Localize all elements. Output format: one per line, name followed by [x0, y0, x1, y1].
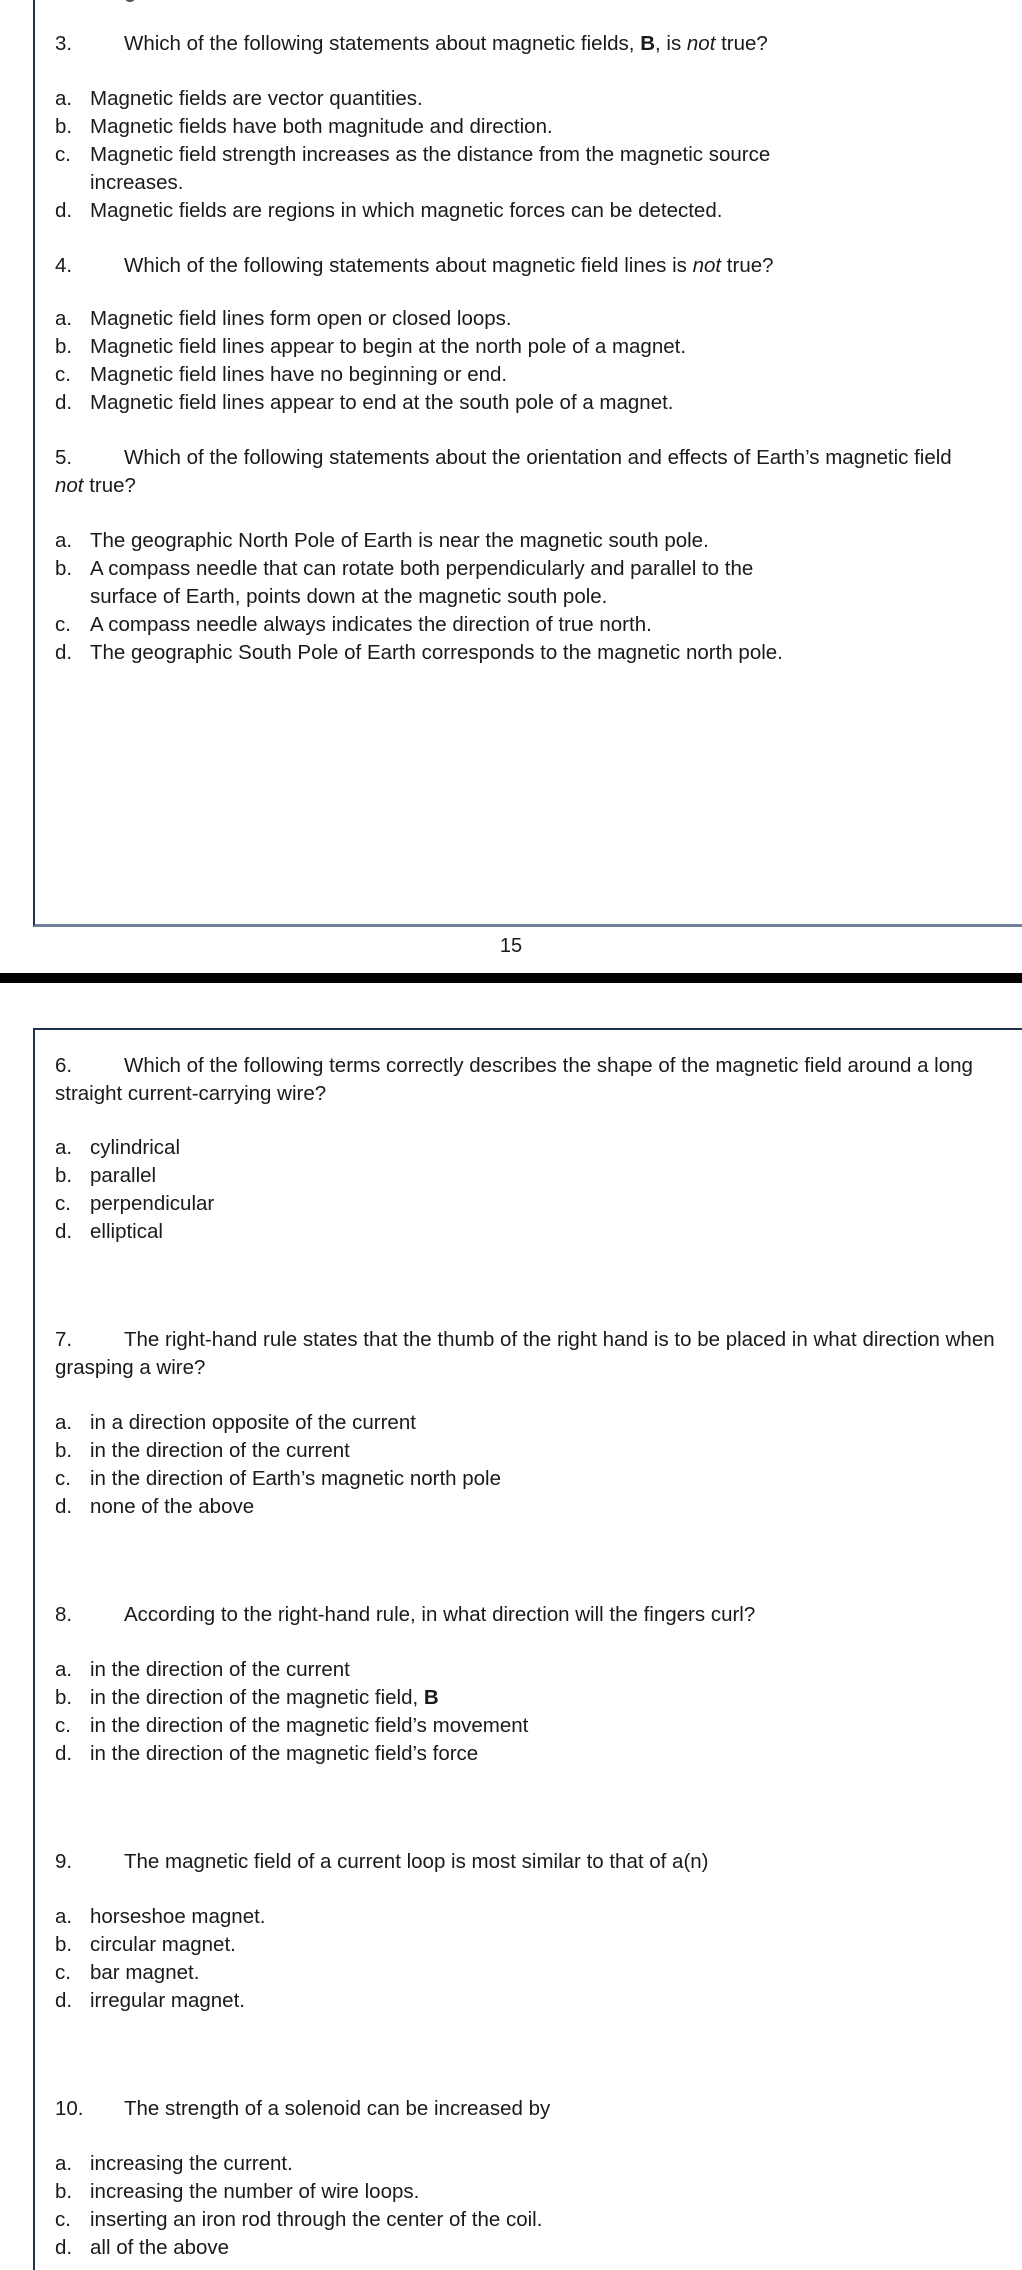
- question-10-option-a[interactable]: a. increasing the current.: [55, 2152, 293, 2175]
- question-6-option-d[interactable]: d. elliptical: [55, 1220, 163, 1243]
- question-6-option-b[interactable]: b. parallel: [55, 1164, 157, 1187]
- question-3-option-d[interactable]: d. Magnetic fields are regions in which magnetic forces can be detected.: [55, 199, 723, 222]
- question-5-option-b-continued: surface of Earth, points down at the magnetic south pole.: [90, 585, 608, 608]
- question-3-option-b[interactable]: b. Magnetic fields have both magnitude and direction.: [55, 115, 553, 138]
- question-7-prompt: 7. The right-hand rule states that the thumb of the right hand is to be placed in what direction when: [55, 1328, 995, 1351]
- question-9-option-c[interactable]: c. bar magnet.: [55, 1961, 200, 1984]
- question-3-option-a[interactable]: a. Magnetic fields are vector quantities.: [55, 87, 423, 110]
- question-10-option-c[interactable]: c. inserting an iron rod through the center of the coil.: [55, 2208, 543, 2231]
- question-5-prompt: 5. Which of the following statements about the orientation and effects of Earth’s magnetic field: [55, 446, 952, 469]
- question-8-option-b[interactable]: b. in the direction of the magnetic field, B: [55, 1686, 439, 1709]
- page-number: 15: [499, 935, 523, 957]
- question-5-option-a[interactable]: a. The geographic North Pole of Earth is near the magnetic south pole.: [55, 529, 709, 552]
- question-10-prompt: 10. The strength of a solenoid can be increased by: [55, 2097, 551, 2120]
- question-7-option-b[interactable]: b. in the direction of the current: [55, 1439, 350, 1462]
- question-9-option-b[interactable]: b. circular magnet.: [55, 1933, 236, 1956]
- question-6-option-a[interactable]: a. cylindrical: [55, 1136, 180, 1159]
- question-4-option-d[interactable]: d. Magnetic field lines appear to end at the south pole of a magnet.: [55, 391, 674, 414]
- question-7-option-d[interactable]: d. none of the above: [55, 1495, 255, 1518]
- question-6-prompt-line2: straight current-carrying wire?: [55, 1082, 327, 1105]
- question-10-option-b[interactable]: b. increasing the number of wire loops.: [55, 2180, 420, 2203]
- question-8-option-c[interactable]: c. in the direction of the magnetic field’s movement: [55, 1714, 529, 1737]
- question-5-prompt-line2: not true?: [55, 474, 136, 497]
- question-4-option-a[interactable]: a. Magnetic field lines form open or closed loops.: [55, 307, 512, 330]
- question-8-prompt: 8. According to the right-hand rule, in what direction will the fingers curl?: [55, 1603, 756, 1626]
- question-5-option-c[interactable]: c. A compass needle always indicates the direction of true north.: [55, 613, 652, 636]
- question-7-option-c[interactable]: c. in the direction of Earth’s magnetic north pole: [55, 1467, 502, 1490]
- question-3-option-c[interactable]: c. Magnetic field strength increases as the distance from the magnetic source: [55, 143, 771, 166]
- question-8-option-d[interactable]: d. in the direction of the magnetic field’s force: [55, 1742, 479, 1765]
- page-divider: [0, 973, 1022, 983]
- question-5-option-d[interactable]: d. The geographic South Pole of Earth corresponds to the magnetic north pole.: [55, 641, 783, 664]
- question-4-prompt: 4. Which of the following statements about magnetic field lines is not true?: [55, 254, 774, 277]
- question-9-prompt: 9. The magnetic field of a current loop is most similar to that of a(n): [55, 1850, 709, 1873]
- question-6-option-c[interactable]: c. perpendicular: [55, 1192, 215, 1215]
- question-4-option-b[interactable]: b. Magnetic field lines appear to begin at the north pole of a magnet.: [55, 335, 687, 358]
- question-9-option-d[interactable]: d. irregular magnet.: [55, 1989, 245, 2012]
- question-7-option-a[interactable]: a. in a direction opposite of the current: [55, 1411, 416, 1434]
- question-4-option-c[interactable]: c. Magnetic field lines have no beginning or end.: [55, 363, 508, 386]
- question-7-prompt-line2: grasping a wire?: [55, 1356, 206, 1379]
- question-8-option-a[interactable]: a. in the direction of the current: [55, 1658, 350, 1681]
- question-9-option-a[interactable]: a. horseshoe magnet.: [55, 1905, 266, 1928]
- question-3-prompt: 3. Which of the following statements about magnetic fields, B, is not true?: [55, 32, 768, 55]
- question-3-option-c-continued: increases.: [90, 171, 184, 194]
- question-10-option-d[interactable]: d. all of the above: [55, 2236, 230, 2259]
- question-6-prompt: 6. Which of the following terms correctly describes the shape of the magnetic field around a long: [55, 1054, 973, 1077]
- question-5-option-b[interactable]: b. A compass needle that can rotate both perpendicularly and parallel to the: [55, 557, 754, 580]
